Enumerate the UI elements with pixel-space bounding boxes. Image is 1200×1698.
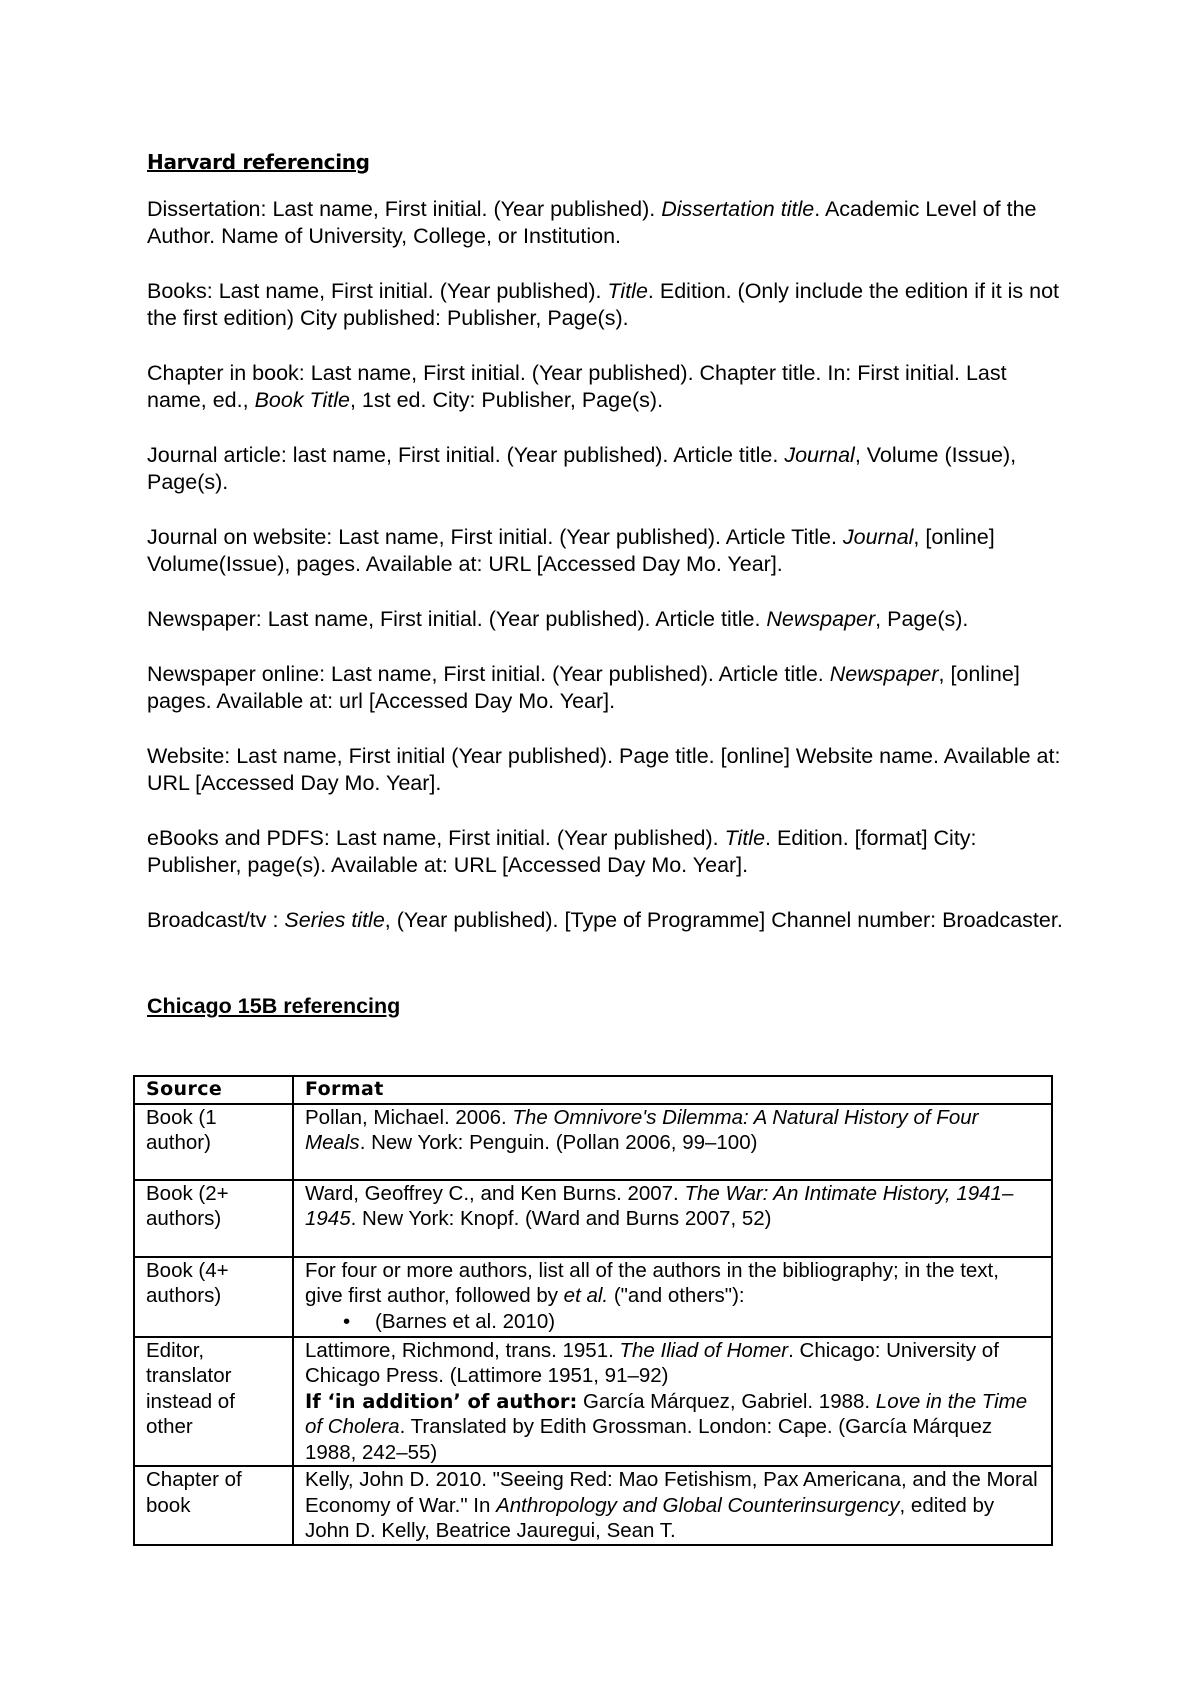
table-row [134,1180,1052,1257]
document-page [147,150,1067,1033]
header-source: Source [134,1076,293,1104]
harvard-books: Books: Last name, First initial. (Year published). Title. Edition. (Only include the edition if it is not the first edition) City published: Publisher, Page(s). [147,279,1060,330]
harvard-journal-website: Journal on website: Last name, First initial. (Year published). Article Title. Journal, [online] Volume(Issue), pages. Available at: URL [Accessed Day Mo. Year]. [147,525,995,576]
chicago-heading: Chicago 15B referencing [147,994,401,1018]
harvard-ebooks: eBooks and PDFS: Last name, First initial. (Year published). Title. Edition. [format] City: Publisher, page(s). Available at: URL [Accessed Day Mo. Year]. [147,826,977,877]
harvard-website: Website: Last name, First initial (Year published). Page title. [online] Website name. Available at: URL [Accessed Day Mo. Year]. [147,744,1061,795]
header-format: Format [293,1076,1052,1104]
table-row [134,1104,1052,1180]
list-item: • (Barnes et al. 2010) [375,1309,1041,1335]
format-cell: Lattimore, Richmond, trans. 1951. The Iliad of Homer. Chicago: University of Chicago Press. (Lattimore 1951, 91–92) If ‘in addition’ of author: García Márquez, Gabriel. 1988. Love in the Time of Cholera. Translated by Edith Grossman. London: Cape. (García Márquez 1988, 242–55) [293,1337,1052,1467]
bullet-list [305,1309,1041,1335]
harvard-heading: Harvard referencing [147,150,370,174]
table-row [134,1337,1052,1467]
source-cell: Book (2+ authors) [134,1180,293,1257]
harvard-broadcast: Broadcast/tv : Series title, (Year published). [Type of Programme] Channel number: Broadcaster. [147,908,1063,932]
harvard-journal: Journal article: last name, First initial. (Year published). Article title. Journal, Volume (Issue), Page(s). [147,443,1017,494]
harvard-newspaper: Newspaper: Last name, First initial. (Year published). Article title. Newspaper, Page(s). [147,607,969,631]
source-cell: Chapter of book [134,1466,293,1545]
table-header-row [134,1076,1052,1104]
table-row [134,1466,1052,1545]
harvard-dissertation: Dissertation: Last name, First initial. (Year published). Dissertation title. Academic Level of the Author. Name of University, College, or Institution. [147,197,1037,248]
source-cell: Book (1 author) [134,1104,293,1180]
format-cell: Kelly, John D. 2010. "Seeing Red: Mao Fetishism, Pax Americana, and the Moral Economy of War." In Anthropology and Global Counterinsurgency, edited by John D. Kelly, Beatrice Jauregui, Sean T. [293,1466,1052,1545]
table-row [134,1257,1052,1337]
chicago-reference-table [133,1075,1053,1546]
format-cell: Ward, Geoffrey C., and Ken Burns. 2007. The War: An Intimate History, 1941–1945. New York: Knopf. (Ward and Burns 2007, 52) [293,1180,1052,1257]
format-cell: Pollan, Michael. 2006. The Omnivore's Dilemma: A Natural History of Four Meals. New York: Penguin. (Pollan 2006, 99–100) [293,1104,1052,1180]
format-cell: For four or more authors, list all of the authors in the bibliography; in the text, give first author, followed by et al. ("and others"): • (Barnes et al. 2010) [293,1257,1052,1337]
harvard-chapter: Chapter in book: Last name, First initial. (Year published). Chapter title. In: First initial. Last name, ed., Book Title, 1st ed. City: Publisher, Page(s). [147,361,1007,412]
source-cell: Book (4+ authors) [134,1257,293,1337]
source-cell: Editor, translator instead of other [134,1337,293,1467]
harvard-newspaper-online: Newspaper online: Last name, First initial. (Year published). Article title. Newspaper, [online] pages. Available at: url [Accessed Day Mo. Year]. [147,662,1020,713]
